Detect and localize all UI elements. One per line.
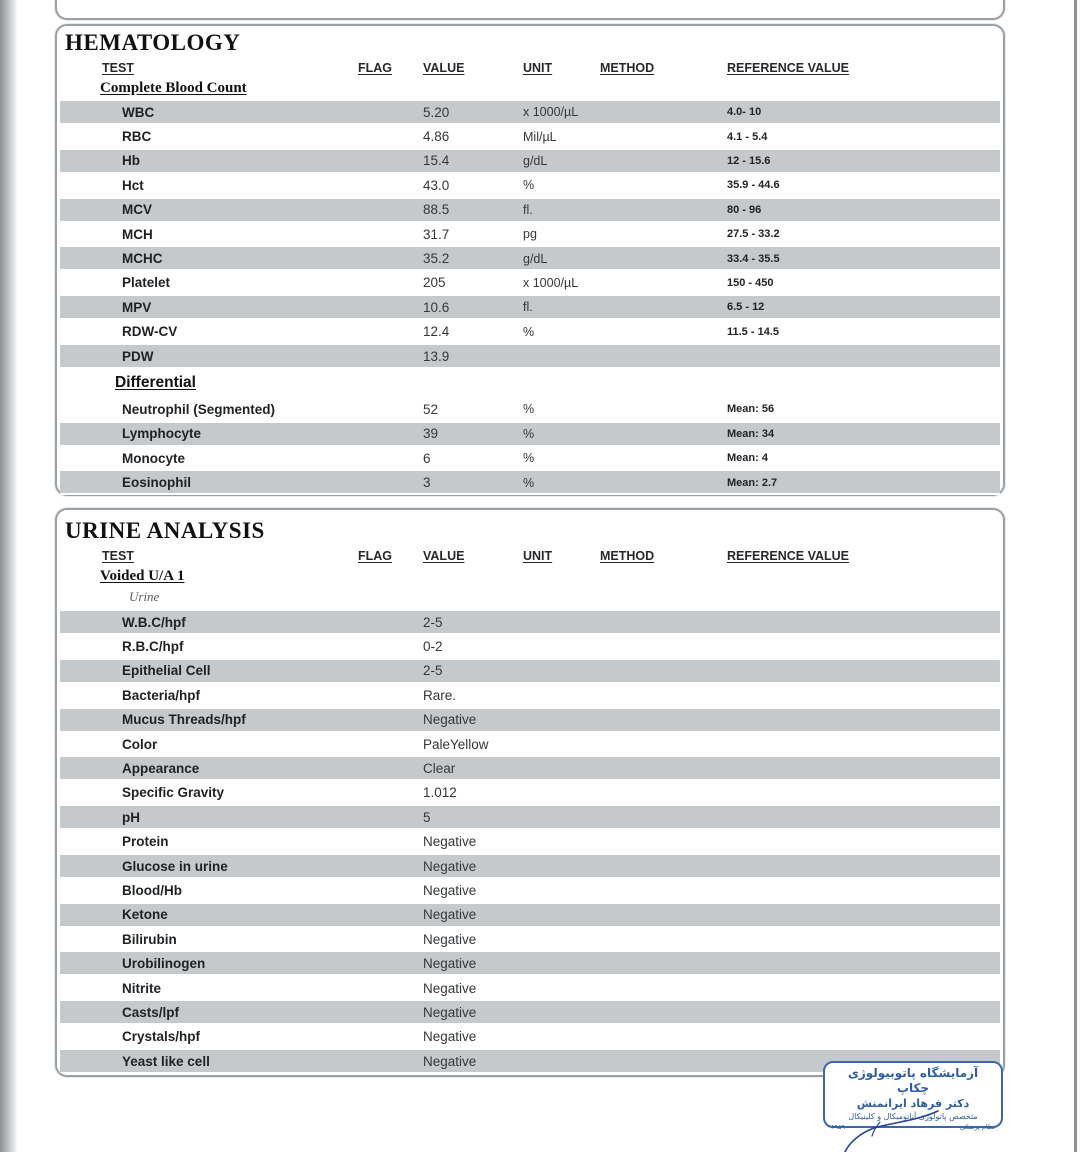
test-cell: Hb [122, 153, 140, 169]
value-cell: Negative [423, 858, 477, 874]
test-cell: Color [122, 736, 158, 752]
table-row [60, 708, 1000, 732]
unit-cell: % [523, 402, 535, 417]
ref-cell: Mean: 34 [727, 427, 775, 440]
table-row [60, 397, 1000, 421]
test-cell: WBC [122, 104, 155, 120]
column-header-test: TEST [102, 548, 134, 563]
doctor-signature [818, 1106, 953, 1152]
test-cell: RBC [122, 129, 152, 145]
column-header-reference: REFERENCE VALUE [727, 60, 850, 75]
column-headers [60, 546, 1000, 565]
unit-cell: % [523, 475, 535, 490]
test-cell: Glucose in urine [122, 858, 228, 874]
table-row [60, 781, 1000, 805]
test-cell: Bilirubin [122, 931, 177, 947]
urine-analysis-section [55, 508, 1005, 1077]
value-cell: Negative [423, 907, 477, 923]
test-cell: Platelet [122, 275, 171, 291]
value-cell: PaleYellow [423, 736, 489, 752]
table-row [60, 610, 1000, 634]
value-cell: Negative [423, 1004, 477, 1020]
table-row [60, 854, 1000, 878]
ref-cell: 12 - 15.6 [727, 154, 771, 167]
value-cell: Negative [423, 712, 477, 728]
group-heading: Complete Blood Count [100, 80, 247, 96]
test-cell: MCV [122, 202, 152, 218]
ref-cell: 80 - 96 [727, 203, 762, 216]
table-row [60, 903, 1000, 927]
test-cell: Crystals/hpf [122, 1029, 201, 1045]
value-cell: 6 [423, 450, 431, 466]
ref-cell: 6.5 - 12 [727, 301, 765, 314]
value-cell: 39 [423, 426, 439, 442]
test-cell: Urobilinogen [122, 956, 206, 972]
value-cell: 5.20 [423, 104, 450, 120]
test-cell: Epithelial Cell [122, 663, 211, 679]
unit-cell: x 1000/µL [523, 275, 579, 290]
unit-cell: g/dL [523, 251, 548, 266]
stamp-specialty: متخصص پاتولوژی آناتومیکال و کلینیکال [848, 1112, 978, 1121]
value-cell: Negative [423, 882, 477, 898]
value-cell: 0-2 [423, 639, 443, 655]
table-row [60, 446, 1000, 470]
value-cell: 3 [423, 475, 431, 491]
value-cell: Negative [423, 931, 477, 947]
value-cell: 31.7 [423, 226, 450, 242]
value-cell: Negative [423, 1029, 477, 1045]
stamp-council-label: نظام پزشکی [959, 1123, 995, 1131]
test-cell: Bacteria/hpf [122, 687, 201, 703]
unit-cell: fl. [523, 300, 533, 315]
value-cell: 15.4 [423, 153, 450, 169]
test-cell: Blood/Hb [122, 882, 182, 898]
value-cell: 1.012 [423, 785, 457, 801]
table-row [60, 149, 1000, 173]
unit-cell: pg [523, 227, 537, 242]
section-title-urine-analysis: URINE ANALYSIS [65, 518, 265, 543]
table-row [60, 976, 1000, 1000]
table-row [60, 756, 1000, 780]
ref-cell: 11.5 - 14.5 [727, 325, 779, 338]
value-cell: 205 [423, 275, 446, 291]
value-cell: Rare. [423, 687, 457, 703]
value-cell: Negative [423, 1053, 477, 1069]
table-row [60, 878, 1000, 902]
test-cell: PDW [122, 348, 154, 364]
table-row [60, 659, 1000, 683]
column-header-value: VALUE [423, 60, 465, 75]
hematology-table-body [57, 77, 1003, 495]
table-row [60, 271, 1000, 295]
table-row [60, 683, 1000, 707]
test-cell: Casts/lpf [122, 1004, 180, 1020]
ref-cell: 33.4 - 35.5 [727, 252, 780, 265]
value-cell: 13.9 [423, 348, 450, 364]
section-title-hematology: HEMATOLOGY [65, 30, 241, 55]
test-cell: RDW-CV [122, 324, 178, 340]
test-cell: Neutrophil (Segmented) [122, 401, 276, 417]
table-row [60, 470, 1000, 494]
value-cell: 2-5 [423, 614, 443, 630]
value-cell: 88.5 [423, 202, 450, 218]
value-cell: 12.4 [423, 324, 450, 340]
value-cell: Negative [423, 980, 477, 996]
unit-cell: % [523, 324, 535, 339]
test-cell: MCH [122, 226, 153, 242]
stamp-council-number: ۶۹۵۹۰ [831, 1123, 849, 1131]
page-right-edge [1074, 0, 1077, 1152]
value-cell: 4.86 [423, 129, 450, 145]
test-cell: Lymphocyte [122, 426, 202, 442]
ref-cell: Mean: 4 [727, 452, 768, 465]
ref-cell: Mean: 2.7 [727, 476, 778, 489]
column-header-flag: FLAG [358, 548, 393, 563]
table-row [60, 634, 1000, 658]
column-header-unit: UNIT [523, 548, 553, 563]
value-cell: Negative [423, 834, 477, 850]
test-cell: Monocyte [122, 450, 186, 466]
test-cell: Ketone [122, 907, 168, 923]
previous-section-box-bottom [55, 0, 1005, 20]
column-header-method: METHOD [600, 548, 655, 563]
value-cell: 10.6 [423, 299, 450, 315]
ref-cell: 35.9 - 44.6 [727, 179, 780, 192]
value-cell: 52 [423, 401, 439, 417]
ref-cell: 4.1 - 5.4 [727, 130, 768, 143]
page-left-edge [0, 0, 18, 1152]
table-row [60, 830, 1000, 854]
test-cell: Hct [122, 177, 144, 193]
column-header-method: METHOD [600, 60, 655, 75]
ref-cell: Mean: 56 [727, 403, 775, 416]
unit-cell: x 1000/µL [523, 105, 579, 120]
test-cell: W.B.C/hpf [122, 614, 186, 630]
unit-cell: % [523, 451, 535, 466]
table-row [60, 927, 1000, 951]
table-row [60, 222, 1000, 246]
table-row [60, 124, 1000, 148]
table-row [60, 951, 1000, 975]
unit-cell: % [523, 178, 535, 193]
group-subheading: Urine [129, 589, 160, 604]
value-cell: 35.2 [423, 251, 450, 267]
test-cell: pH [122, 809, 140, 825]
ref-cell: 4.0- 10 [727, 106, 762, 119]
test-cell: Mucus Threads/hpf [122, 712, 246, 728]
value-cell: 43.0 [423, 177, 450, 193]
column-header-test: TEST [102, 60, 134, 75]
unit-cell: % [523, 426, 535, 441]
column-header-value: VALUE [423, 548, 465, 563]
test-cell: Appearance [122, 761, 200, 777]
column-header-reference: REFERENCE VALUE [727, 548, 850, 563]
hematology-section [55, 24, 1005, 496]
table-row [60, 1000, 1000, 1024]
group-heading: Differential [115, 374, 196, 392]
unit-cell: Mil/µL [523, 129, 557, 144]
test-cell: R.B.C/hpf [122, 639, 184, 655]
test-cell: MPV [122, 299, 152, 315]
value-cell: 2-5 [423, 663, 443, 679]
ref-cell: 27.5 - 33.2 [727, 228, 780, 241]
table-row [60, 246, 1000, 270]
table-row [60, 173, 1000, 197]
column-header-unit: UNIT [523, 60, 553, 75]
table-row [60, 344, 1000, 368]
stamp-lab-name: آزمایشگاه پاتوبیولوژی چکاپ [847, 1066, 979, 1095]
table-row [60, 320, 1000, 344]
test-cell: Nitrite [122, 980, 162, 996]
table-row [60, 1025, 1000, 1049]
value-cell: Clear [423, 761, 456, 777]
test-cell: MCHC [122, 251, 163, 267]
test-cell: Specific Gravity [122, 785, 225, 801]
urine-table-body [57, 565, 1003, 1073]
value-cell: Negative [423, 956, 477, 972]
table-row [60, 100, 1000, 124]
test-cell: Protein [122, 834, 169, 850]
unit-cell: fl. [523, 202, 533, 217]
ref-cell: 150 - 450 [727, 276, 774, 289]
table-row [60, 732, 1000, 756]
test-cell: Eosinophil [122, 475, 191, 491]
table-row [60, 422, 1000, 446]
column-headers [60, 58, 1000, 77]
column-header-flag: FLAG [358, 60, 393, 75]
unit-cell: g/dL [523, 153, 548, 168]
table-row [60, 805, 1000, 829]
stamp-doctor-name: دکتر فرهاد ایرانمنش [856, 1097, 970, 1110]
table-row [60, 198, 1000, 222]
value-cell: 5 [423, 809, 431, 825]
test-cell: Yeast like cell [122, 1053, 210, 1069]
table-row [60, 295, 1000, 319]
group-heading: Voided U/A 1 [100, 568, 185, 584]
